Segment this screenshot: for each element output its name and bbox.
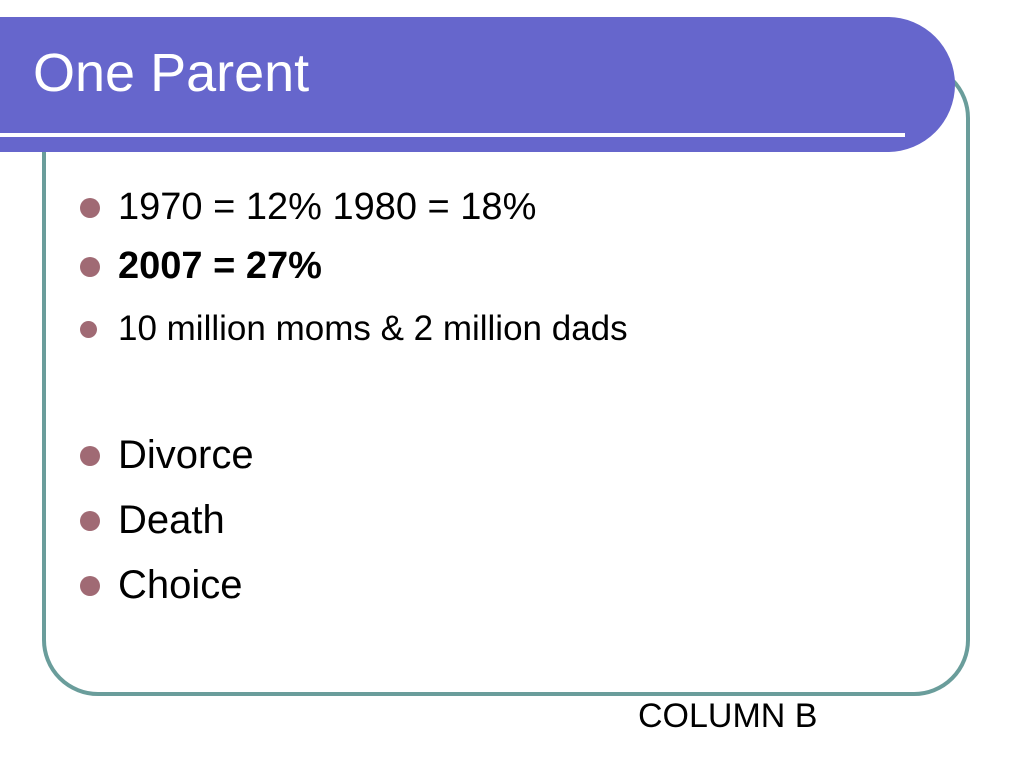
bullet-item-death bbox=[80, 498, 225, 543]
bullet-dot-icon bbox=[80, 321, 97, 338]
bullet-dot-icon bbox=[80, 576, 100, 596]
bullet-item-choice bbox=[80, 563, 243, 608]
bullet-item-2007 bbox=[80, 245, 322, 288]
bullet-text: 1970 = 12% 1980 = 18% bbox=[118, 186, 537, 228]
column-label: COLUMN B bbox=[638, 697, 818, 735]
bullet-dot-icon bbox=[80, 446, 100, 466]
bullet-dot-icon bbox=[80, 511, 100, 531]
slide-title: One Parent bbox=[33, 43, 310, 103]
bullet-item-divorce bbox=[80, 433, 254, 478]
bullet-dot-icon bbox=[80, 257, 100, 277]
bullet-item-1970-1980 bbox=[80, 186, 536, 229]
bullet-text: Divorce bbox=[118, 433, 254, 477]
bullet-text: Choice bbox=[118, 563, 243, 607]
bullet-dot-icon bbox=[80, 198, 100, 218]
bullet-text: Death bbox=[118, 498, 225, 542]
title-divider bbox=[0, 133, 905, 137]
bullet-text: 10 million moms & 2 million dads bbox=[118, 309, 628, 348]
bullet-text: 2007 = 27% bbox=[118, 245, 322, 287]
bullet-item-moms-dads bbox=[80, 309, 628, 349]
